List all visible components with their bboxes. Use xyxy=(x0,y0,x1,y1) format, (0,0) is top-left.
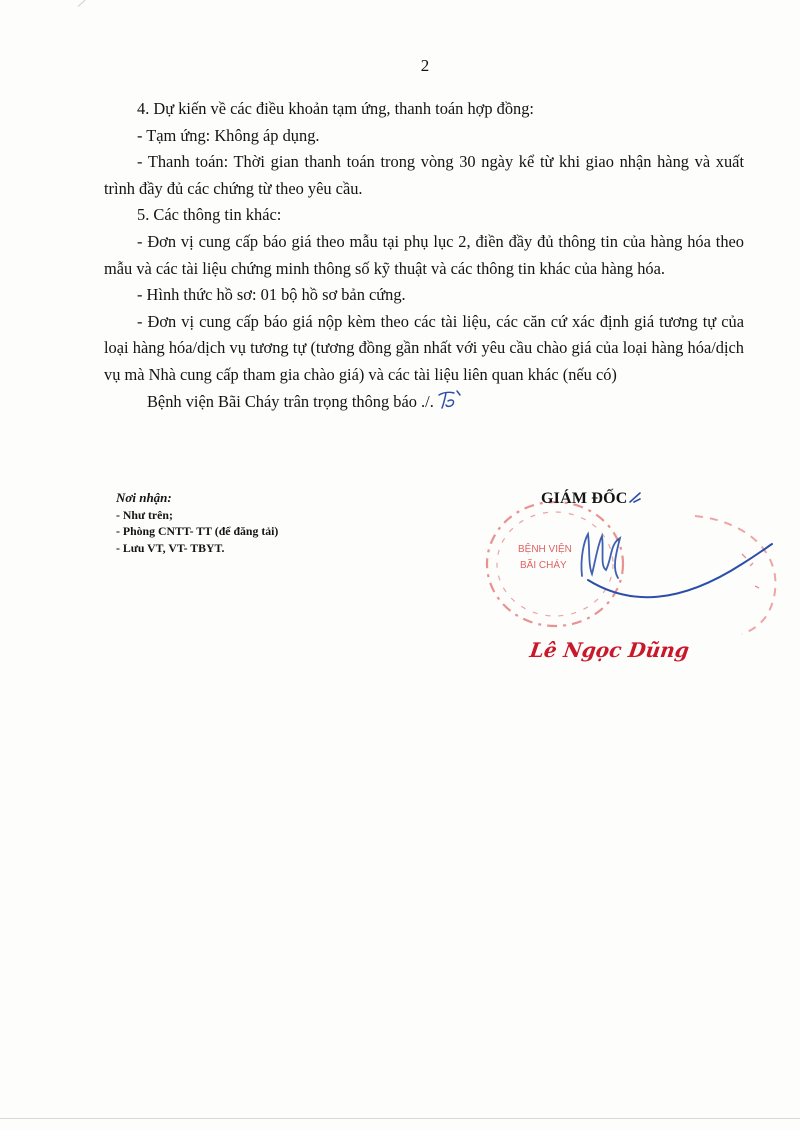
paragraph-attachments: - Đơn vị cung cấp báo giá nộp kèm theo các tài liệu, các căn cứ xác định giá tương tự của loại hàng hóa/dịch vụ tương tự (tương đồng gần nhất với yêu cầu chào giá của loại hàng hóa/dịch vụ mà Nhà cung cấp tham gia chào giá) và các tài liệu liên quan khác (nếu có) xyxy=(104,311,744,384)
page-number: 2 xyxy=(420,56,430,75)
paragraph-closing xyxy=(104,389,744,416)
stamp-text-1: BỆNH VIỆN xyxy=(518,544,572,555)
title-initial-mark xyxy=(628,490,642,504)
hospital-stamp xyxy=(480,496,780,636)
closing-text: Bệnh viện Bãi Cháy trân trọng thông báo ./. xyxy=(147,391,434,411)
paragraph-payment: - Thanh toán: Thời gian thanh toán trong vòng 30 ngày kể từ khi giao nhận hàng và xuất trình đầy đủ các chứng từ theo yêu cầu. xyxy=(104,152,744,198)
recipients-block xyxy=(116,490,278,556)
signer-name: Lê Ngọc Dũng xyxy=(528,638,691,662)
recipient-item: - Phòng CNTT- TT (để đăng tải) xyxy=(116,524,279,538)
recipients-heading: Nơi nhận: xyxy=(116,490,172,505)
stamp-text-2: BÃI CHÁY xyxy=(520,560,567,571)
paragraph-document-form: - Hình thức hồ sơ: 01 bộ hồ sơ bản cứng. xyxy=(137,285,406,305)
signature-title xyxy=(541,490,642,508)
paragraph-payment-terms-heading: 4. Dự kiến về các điều khoản tạm ứng, thanh toán hợp đồng: xyxy=(137,99,534,118)
scan-mark xyxy=(78,0,101,7)
paragraph-other-info-heading: 5. Các thông tin khác: xyxy=(137,205,282,225)
recipient-item: - Như trên; xyxy=(116,507,173,522)
scan-bottom-edge xyxy=(0,1118,800,1119)
document-body xyxy=(104,96,744,415)
recipient-item: - Lưu VT, VT- TBYT. xyxy=(116,540,225,555)
initials-mark xyxy=(436,389,462,411)
signature-block xyxy=(470,478,790,678)
paragraph-advance: - Tạm ứng: Không áp dụng. xyxy=(137,125,320,145)
signature-title-text: GIÁM ĐỐC xyxy=(541,490,628,507)
paragraph-quotation-form: - Đơn vị cung cấp báo giá theo mẫu tại phụ lục 2, điền đầy đủ thông tin của hàng hóa theo mẫu và các tài liệu chứng minh thông số kỹ thuật và các thông tin khác của hàng hóa. xyxy=(104,231,744,278)
